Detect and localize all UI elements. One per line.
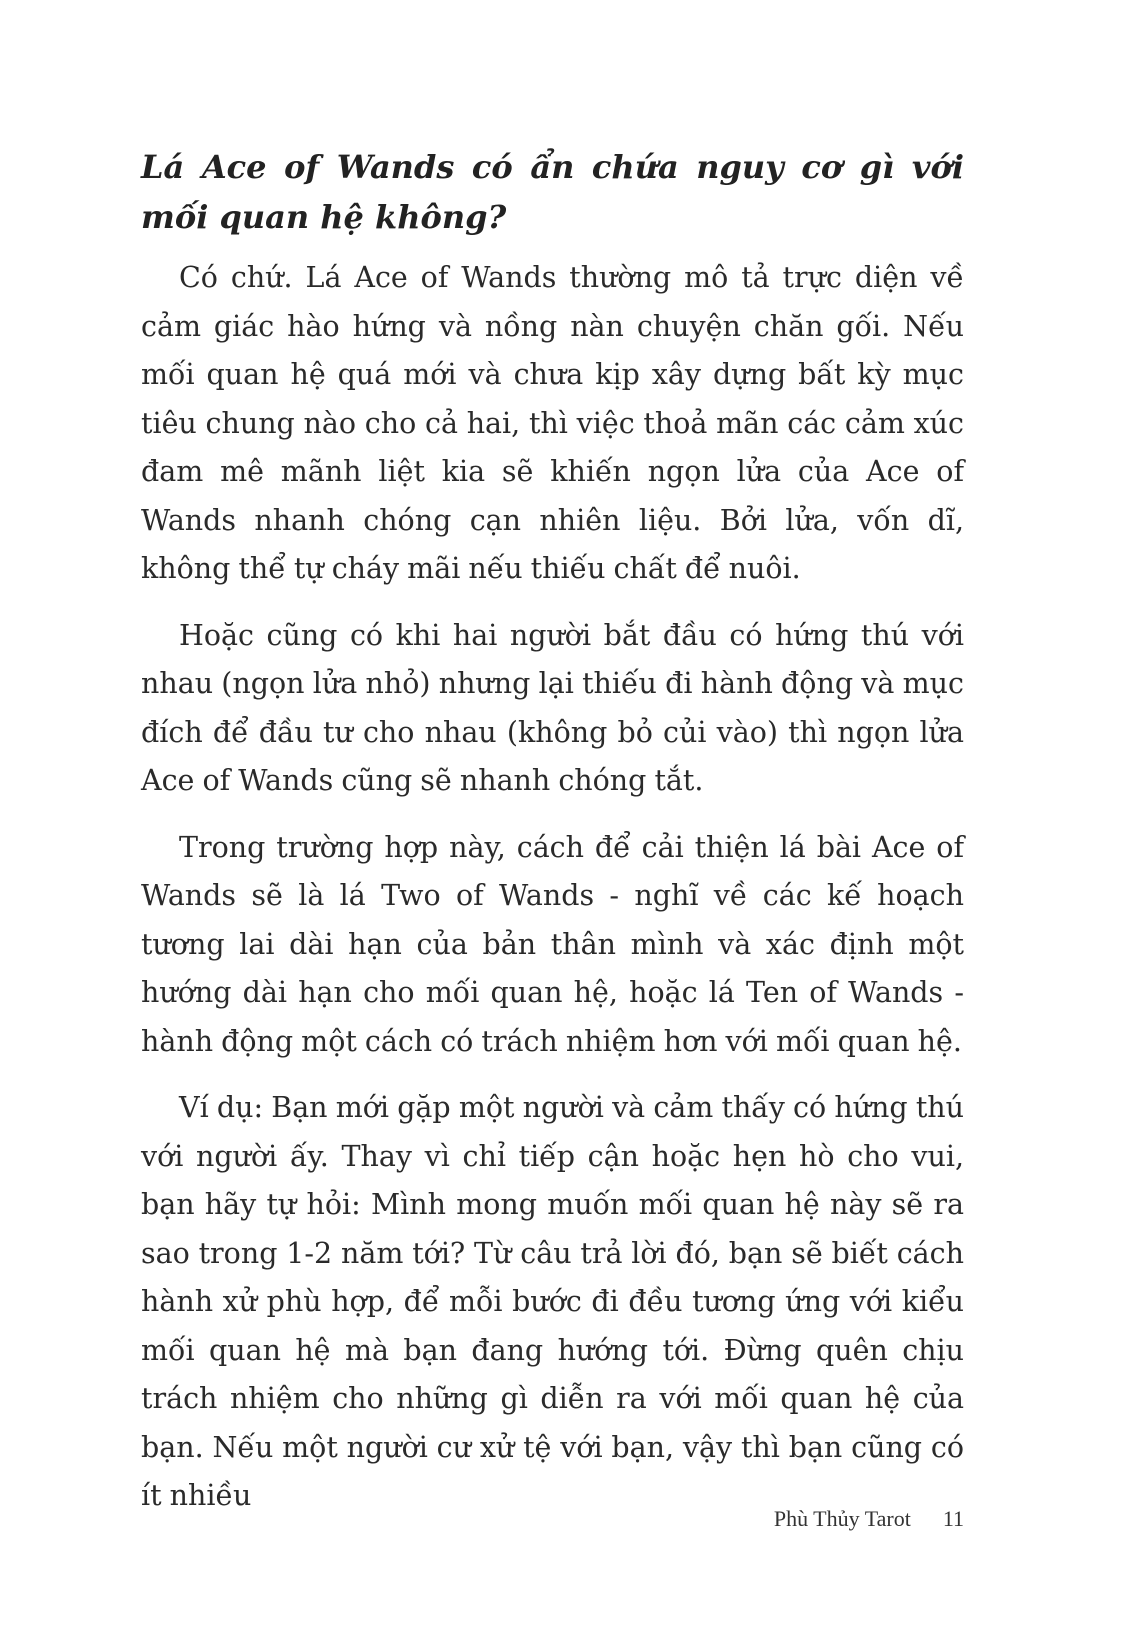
book-title: Phù Thủy Tarot	[773, 1506, 911, 1531]
section-heading: Lá Ace of Wands có ẩn chứa nguy cơ gì với mối quan hệ không?	[141, 148, 964, 236]
page-body	[141, 142, 964, 1539]
paragraph-3: Trong trường hợp này, cách để cải thiện lá bài Ace of Wands sẽ là lá Two of Wands - nghĩ về các kế hoạch tương lai dài hạn của bản thân mình và xác định một hướng dài hạn cho mối quan hệ, hoặc lá Ten of Wands - hành động một cách có trách nhiệm hơn với mối quan hệ.	[141, 830, 964, 1058]
page-number: 11	[942, 1506, 964, 1531]
paragraph-4: Ví dụ: Bạn mới gặp một người và cảm thấy có hứng thú với người ấy. Thay vì chỉ tiếp cận hoặc hẹn hò cho vui, bạn hãy tự hỏi: Mình mong muốn mối quan hệ này sẽ ra sao trong 1-2 năm tới? Từ câu trả lời đó, bạn sẽ biết cách hành xử phù hợp, để mỗi bước đi đều tương ứng với kiểu mối quan hệ mà bạn đang hướng tới. Đừng quên chịu trách nhiệm cho những gì diễn ra với mối quan hệ của bạn. Nếu một người cư xử tệ với bạn, vậy thì bạn cũng có ít nhiều	[141, 1091, 964, 1512]
page-footer	[774, 1506, 964, 1532]
paragraph-1: Có chứ. Lá Ace of Wands thường mô tả trực diện về cảm giác hào hứng và nồng nàn chuyện chăn gối. Nếu mối quan hệ quá mới và chưa kịp xây dựng bất kỳ mục tiêu chung nào cho cả hai, thì việc thoả mãn các cảm xúc đam mê mãnh liệt kia sẽ khiến ngọn lửa của Ace of Wands nhanh chóng cạn nhiên liệu. Bởi lửa, vốn dĩ, không thể tự cháy mãi nếu thiếu chất để nuôi.	[141, 261, 964, 585]
paragraph-2: Hoặc cũng có khi hai người bắt đầu có hứng thú với nhau (ngọn lửa nhỏ) nhưng lại thiếu đi hành động và mục đích để đầu tư cho nhau (không bỏ củi vào) thì ngọn lửa Ace of Wands cũng sẽ nhanh chóng tắt.	[141, 618, 964, 797]
